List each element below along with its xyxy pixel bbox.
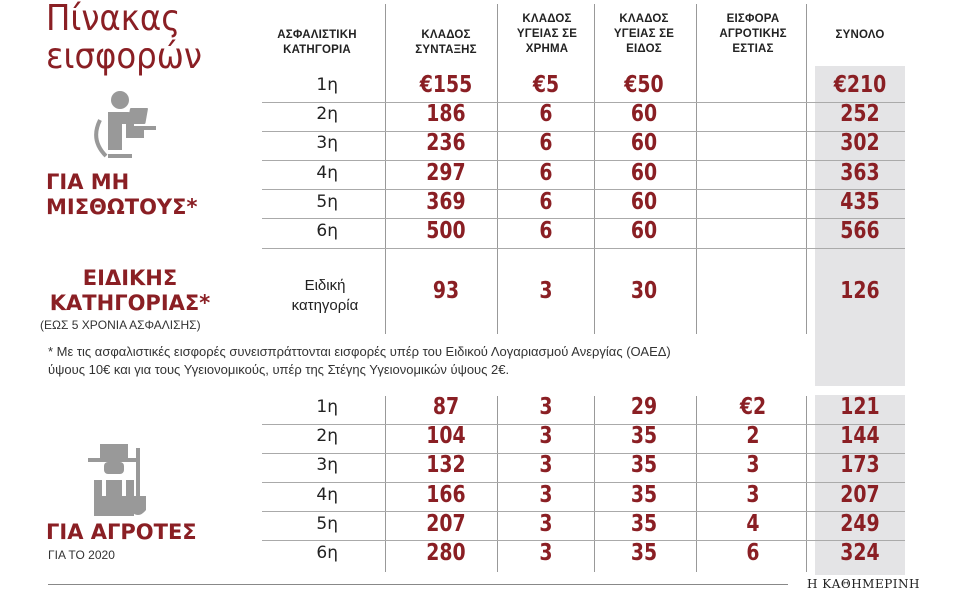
category-cell: 5η xyxy=(316,191,338,212)
value-cell-agri: 3 xyxy=(746,452,760,479)
column-divider xyxy=(594,4,595,334)
special-pension: 93 xyxy=(432,278,460,304)
special-category-cell: Ειδική κατηγορία xyxy=(291,277,359,314)
value-cell-pension: 186 xyxy=(426,101,466,128)
value-cell-pension: 166 xyxy=(426,481,466,508)
special-health-cash: 3 xyxy=(539,278,553,304)
value-cell-total: 302 xyxy=(840,130,880,157)
category-cell: 2η xyxy=(316,104,338,125)
column-divider xyxy=(497,396,498,572)
value-cell-pension: 236 xyxy=(426,130,466,157)
value-cell-total: 173 xyxy=(840,452,880,479)
value-cell-health-kind: 60 xyxy=(630,101,658,128)
value-cell-total: 144 xyxy=(840,423,880,450)
value-cell-pension: €155 xyxy=(419,72,473,98)
value-cell-pension: 369 xyxy=(426,188,466,215)
header-pension: ΚΛΑΔΟΣ ΣΥΝΤΑΞΗΣ xyxy=(415,29,477,56)
non-salaried-label: ΓΙΑ ΜΗ ΜΙΣΘΩΤΟΥΣ* xyxy=(46,170,198,219)
category-cell: 6η xyxy=(316,221,338,241)
value-cell-health-cash: 3 xyxy=(539,452,553,479)
column-divider xyxy=(806,396,807,572)
category-cell: 3η xyxy=(316,133,338,154)
value-cell-pension: 87 xyxy=(432,394,460,420)
value-cell-total: 249 xyxy=(840,510,880,537)
value-cell-health-cash: 6 xyxy=(539,188,553,215)
footnote-line-1: * Με τις ασφαλιστικές εισφορές συνεισπράττονται εισφορές υπέρ του Ειδικού Λογαριασμού Ανεργίας (ΟΑΕΔ) xyxy=(48,344,671,359)
special-category-sublabel: (ΕΩΣ 5 ΧΡΟΝΙΑ ΑΣΦΑΛΙΣΗΣ) xyxy=(40,318,201,332)
value-cell-total: 207 xyxy=(840,481,880,508)
column-divider xyxy=(497,4,498,334)
farmers-label: ΓΙΑ ΑΓΡΟΤΕΣ xyxy=(46,520,197,544)
brand-logo: Η ΚΑΘΗΜΕΡΙΝΗ xyxy=(806,577,920,591)
column-divider xyxy=(806,4,807,334)
category-cell: 4η xyxy=(316,484,338,505)
value-cell-total: 566 xyxy=(840,218,880,244)
value-cell-health-kind: 35 xyxy=(630,540,658,566)
farmer-with-shovel-icon xyxy=(78,440,162,520)
value-cell-total: 121 xyxy=(840,394,880,420)
special-category-label: ΕΙΔΙΚΗΣ ΚΑΤΗΓΟΡΙΑΣ* xyxy=(49,266,211,315)
brand-rule xyxy=(48,584,788,585)
value-cell-pension: 104 xyxy=(426,423,466,450)
value-cell-total: €210 xyxy=(833,72,887,98)
header-agri-housing: ΕΙΣΦΟΡΑ ΑΓΡΟΤΙΚΗΣ ΕΣΤΙΑΣ xyxy=(719,13,787,55)
value-cell-pension: 207 xyxy=(426,510,466,537)
column-divider xyxy=(696,396,697,572)
value-cell-agri: €2 xyxy=(739,394,767,420)
value-cell-health-cash: 3 xyxy=(539,481,553,508)
header-total: ΣΥΝΟΛΟ xyxy=(835,29,885,41)
header-health-kind: ΚΛΑΔΟΣ ΥΓΕΙΑΣ ΣΕ ΕΙΔΟΣ xyxy=(613,13,675,55)
value-cell-health-kind: 35 xyxy=(630,423,658,450)
column-divider xyxy=(594,396,595,572)
category-cell: 3η xyxy=(316,455,338,476)
value-cell-health-kind: 35 xyxy=(630,481,658,508)
category-cell: 2η xyxy=(316,426,338,447)
value-cell-health-kind: 60 xyxy=(630,188,658,215)
row-divider xyxy=(262,248,905,249)
value-cell-health-cash: 6 xyxy=(539,159,553,186)
value-cell-agri: 2 xyxy=(746,423,760,450)
header-category: ΑΣΦΑΛΙΣΤΙΚΗ ΚΑΤΗΓΟΡΙΑ xyxy=(277,29,357,56)
value-cell-health-cash: 3 xyxy=(539,423,553,450)
value-cell-agri: 4 xyxy=(746,510,760,537)
value-cell-pension: 280 xyxy=(426,540,466,566)
value-cell-health-kind: 35 xyxy=(630,510,658,537)
value-cell-health-kind: €50 xyxy=(624,72,664,98)
value-cell-total: 435 xyxy=(840,188,880,215)
category-cell: 1η xyxy=(316,397,338,417)
column-divider xyxy=(696,4,697,334)
special-total: 126 xyxy=(840,278,880,304)
value-cell-health-cash: €5 xyxy=(532,72,560,98)
value-cell-health-cash: 3 xyxy=(539,510,553,537)
value-cell-pension: 297 xyxy=(426,159,466,186)
value-cell-health-kind: 29 xyxy=(630,394,658,420)
value-cell-health-cash: 3 xyxy=(539,540,553,566)
header-health-cash: ΚΛΑΔΟΣ ΥΓΕΙΑΣ ΣΕ ΧΡΗΜΑ xyxy=(516,13,578,55)
person-at-desk-icon xyxy=(82,86,162,166)
value-cell-health-kind: 60 xyxy=(630,130,658,157)
column-divider xyxy=(385,396,386,572)
category-cell: 6η xyxy=(316,543,338,563)
value-cell-health-kind: 60 xyxy=(630,218,658,244)
value-cell-health-kind: 35 xyxy=(630,452,658,479)
category-cell: 5η xyxy=(316,513,338,534)
value-cell-agri: 6 xyxy=(746,540,760,566)
category-cell: 4η xyxy=(316,162,338,183)
category-cell: 1η xyxy=(316,75,338,95)
value-cell-pension: 500 xyxy=(426,218,466,244)
value-cell-health-kind: 60 xyxy=(630,159,658,186)
page-title: Πίνακας εισφορών xyxy=(46,0,202,77)
farmers-sublabel: ΓΙΑ ΤΟ 2020 xyxy=(48,548,115,562)
value-cell-total: 252 xyxy=(840,101,880,128)
value-cell-pension: 132 xyxy=(426,452,466,479)
value-cell-health-cash: 6 xyxy=(539,101,553,128)
footnote-line-2: ύψους 10€ και για τους Υγειονομικούς, υπέρ της Στέγης Υγειονομικών ύψους 2€. xyxy=(48,362,510,377)
value-cell-agri: 3 xyxy=(746,481,760,508)
value-cell-health-cash: 6 xyxy=(539,130,553,157)
value-cell-total: 324 xyxy=(840,540,880,566)
column-divider xyxy=(385,4,386,334)
value-cell-total: 363 xyxy=(840,159,880,186)
value-cell-health-cash: 6 xyxy=(539,218,553,244)
value-cell-health-cash: 3 xyxy=(539,394,553,420)
special-health-kind: 30 xyxy=(630,278,658,304)
